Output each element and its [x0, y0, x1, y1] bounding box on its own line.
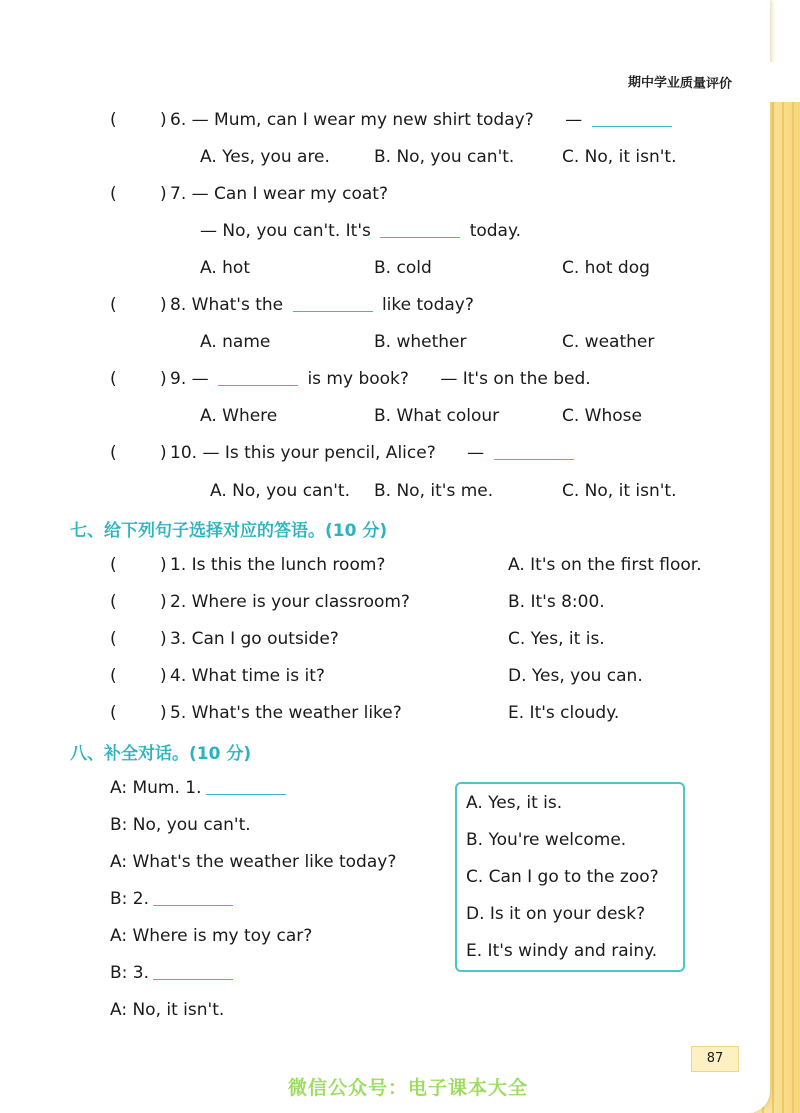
- dialogue-text: A: Mum. 1.: [110, 778, 202, 798]
- question-text: today.: [469, 221, 522, 241]
- footer-watermark: 微信公众号：电子课本大全: [288, 1077, 529, 1099]
- answer-paren-left: (: [110, 110, 117, 130]
- answer-paren-right: ): [160, 703, 167, 723]
- match-question: 2. Where is your classroom?: [170, 592, 410, 612]
- option: C. hot dog: [562, 258, 650, 278]
- answer-blank[interactable]: [494, 443, 574, 460]
- question-text: — Is this your pencil, Alice?: [202, 443, 436, 463]
- option: B. What colour: [374, 406, 500, 426]
- options-10: [210, 481, 677, 501]
- answer-blank[interactable]: [592, 110, 672, 127]
- answer-paren-right: ): [160, 629, 167, 649]
- answer-paren-right: ): [160, 666, 167, 686]
- question-number: 7.: [170, 184, 187, 204]
- answer-paren-left: (: [110, 666, 117, 686]
- dialogue-line: A: No, it isn't.: [110, 1000, 225, 1020]
- match-answer: A. It's on the first floor.: [508, 555, 702, 575]
- option: B. No, it's me.: [374, 481, 494, 501]
- option: A. name: [200, 332, 271, 352]
- question-text: —: [191, 369, 209, 389]
- option: A. No, you can't.: [210, 481, 350, 501]
- options-9: [200, 406, 642, 426]
- match-question: 3. Can I go outside?: [170, 629, 339, 649]
- option: C. No, it isn't.: [562, 147, 677, 167]
- answer-paren-right: ): [160, 295, 167, 315]
- question-7: [170, 184, 388, 204]
- answer-blank[interactable]: [153, 889, 233, 906]
- answer-blank[interactable]: [206, 778, 286, 795]
- dialogue-line: B: No, you can't.: [110, 815, 251, 835]
- option: C. Whose: [562, 406, 642, 426]
- answer-blank[interactable]: [380, 221, 460, 238]
- match-answer: C. Yes, it is.: [508, 629, 605, 649]
- question-number: 8.: [170, 295, 187, 315]
- header-title: 期中学业质量评价: [627, 75, 733, 92]
- match-answer: D. Yes, you can.: [508, 666, 643, 686]
- option: B. cold: [374, 258, 432, 278]
- question-text: — No, you can't. It's: [200, 221, 371, 241]
- match-question: 5. What's the weather like?: [170, 703, 402, 723]
- answer-paren-right: ): [160, 184, 167, 204]
- answer-blank[interactable]: [218, 369, 298, 386]
- response-dash: —: [467, 443, 485, 463]
- question-text: like today?: [381, 295, 474, 315]
- answer-paren-left: (: [110, 295, 117, 315]
- options-8: [200, 332, 655, 352]
- page-number: 87: [691, 1046, 739, 1072]
- answer-paren-right: ): [160, 369, 167, 389]
- question-10: [170, 443, 578, 463]
- dialogue-text: B: 2.: [110, 889, 150, 909]
- choice-item: B. You're welcome.: [466, 830, 627, 850]
- answer-paren-right: ): [160, 592, 167, 612]
- section8-title: 八、补全对话。(10 分): [70, 744, 252, 764]
- match-question: 1. Is this the lunch room?: [170, 555, 386, 575]
- dialogue-line: A: Where is my toy car?: [110, 926, 313, 946]
- options-7: [200, 258, 650, 278]
- question-text: — Mum, can I wear my new shirt today?: [191, 110, 534, 130]
- answer-paren-left: (: [110, 443, 117, 463]
- choice-item: A. Yes, it is.: [466, 793, 563, 813]
- option: C. No, it isn't.: [562, 481, 677, 501]
- option: A. hot: [200, 258, 250, 278]
- dialogue-line: [110, 778, 290, 798]
- question-number: 9.: [170, 369, 187, 389]
- answer-paren-left: (: [110, 369, 117, 389]
- option: B. whether: [374, 332, 467, 352]
- dialogue-line: [110, 889, 237, 909]
- question-number: 6.: [170, 110, 187, 130]
- option: B. No, you can't.: [374, 147, 515, 167]
- match-answer: B. It's 8:00.: [508, 592, 605, 612]
- question-number: 10.: [170, 443, 198, 463]
- question-7-line2: [200, 221, 521, 241]
- answer-paren-right: ): [160, 110, 167, 130]
- choice-item: D. Is it on your desk?: [466, 904, 646, 924]
- option: A. Where: [200, 406, 278, 426]
- question-6: [170, 110, 676, 130]
- question-text: What's the: [191, 295, 284, 315]
- dialogue-text: B: 3.: [110, 963, 150, 983]
- option: C. weather: [562, 332, 655, 352]
- answer-blank[interactable]: [153, 963, 233, 980]
- option: A. Yes, you are.: [200, 147, 330, 167]
- match-question: 4. What time is it?: [170, 666, 325, 686]
- answer-paren-right: ): [160, 555, 167, 575]
- question-9: [170, 369, 591, 389]
- answer-paren-left: (: [110, 703, 117, 723]
- dialogue-line: [110, 963, 237, 983]
- answer-paren-left: (: [110, 184, 117, 204]
- choice-item: E. It's windy and rainy.: [466, 941, 658, 961]
- section7-title: 七、给下列句子选择对应的答语。(10 分): [70, 521, 388, 541]
- answer-paren-right: ): [160, 443, 167, 463]
- response-dash: —: [565, 110, 583, 130]
- match-answer: E. It's cloudy.: [508, 703, 620, 723]
- question-text: — Can I wear my coat?: [191, 184, 388, 204]
- dialogue-line: A: What's the weather like today?: [110, 852, 397, 872]
- answer-paren-left: (: [110, 629, 117, 649]
- options-6: [200, 147, 677, 167]
- answer-paren-left: (: [110, 592, 117, 612]
- answer-blank[interactable]: [293, 295, 373, 312]
- question-text: is my book?: [307, 369, 409, 389]
- response-text: — It's on the bed.: [440, 369, 591, 389]
- answer-paren-left: (: [110, 555, 117, 575]
- choice-item: C. Can I go to the zoo?: [466, 867, 659, 887]
- question-8: [170, 295, 474, 315]
